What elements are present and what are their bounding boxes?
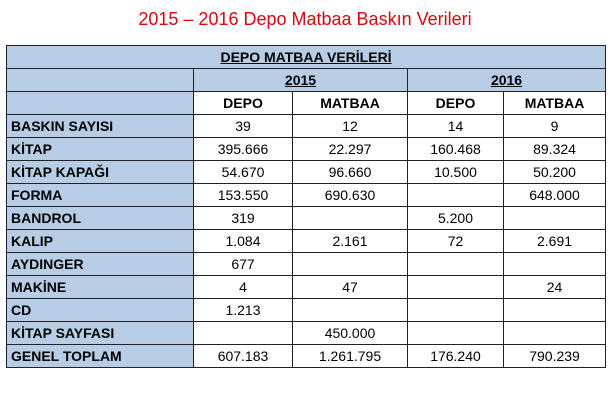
table-cell: 12 — [293, 115, 408, 138]
table-cell: 607.183 — [194, 345, 293, 368]
table-cell: 10.500 — [408, 161, 504, 184]
table-cell: 160.468 — [408, 138, 504, 161]
table-cell: 1.261.795 — [293, 345, 408, 368]
table-cell — [408, 253, 504, 276]
table-cell — [293, 299, 408, 322]
table-row — [7, 322, 606, 345]
table-cell: 89.324 — [504, 138, 606, 161]
row-label: KİTAP KAPAĞI — [7, 161, 194, 184]
table-cell: 2.161 — [293, 230, 408, 253]
table-cell: 677 — [194, 253, 293, 276]
year-row-corner — [7, 69, 194, 92]
table-row — [7, 138, 606, 161]
column-header-corner — [7, 92, 194, 115]
table-cell: 39 — [194, 115, 293, 138]
table-cell: 450.000 — [293, 322, 408, 345]
year-2016-header: 2016 — [408, 69, 606, 92]
table-heading: DEPO MATBAA VERİLERİ — [7, 46, 606, 69]
table-cell — [504, 207, 606, 230]
table-cell: 648.000 — [504, 184, 606, 207]
table-cell — [408, 184, 504, 207]
row-label: AYDINGER — [7, 253, 194, 276]
table-cell — [504, 253, 606, 276]
table-cell — [408, 276, 504, 299]
table-row — [7, 345, 606, 368]
column-header-depo-2016: DEPO — [408, 92, 504, 115]
row-label: KALIP — [7, 230, 194, 253]
column-header-matbaa-2016: MATBAA — [504, 92, 606, 115]
table-cell: 176.240 — [408, 345, 504, 368]
table-cell — [408, 322, 504, 345]
table-cell — [504, 322, 606, 345]
column-header-depo-2015: DEPO — [194, 92, 293, 115]
table-cell: 54.670 — [194, 161, 293, 184]
table-row — [7, 276, 606, 299]
table-cell: 50.200 — [504, 161, 606, 184]
table-row — [7, 161, 606, 184]
table-cell: 690.630 — [293, 184, 408, 207]
table-body — [7, 46, 606, 368]
table-cell — [293, 253, 408, 276]
row-label: KİTAP — [7, 138, 194, 161]
table-cell: 153.550 — [194, 184, 293, 207]
table-cell — [504, 299, 606, 322]
row-label: KİTAP SAYFASI — [7, 322, 194, 345]
table-heading-row — [7, 46, 606, 69]
table-cell: 4 — [194, 276, 293, 299]
row-label: BANDROL — [7, 207, 194, 230]
column-header-row — [7, 92, 606, 115]
table-cell: 72 — [408, 230, 504, 253]
table-cell: 14 — [408, 115, 504, 138]
table-cell: 395.666 — [194, 138, 293, 161]
table-row — [7, 207, 606, 230]
data-table — [6, 45, 606, 368]
table-cell: 9 — [504, 115, 606, 138]
table-cell: 5.200 — [408, 207, 504, 230]
table-cell: 1.213 — [194, 299, 293, 322]
table-cell: 790.239 — [504, 345, 606, 368]
table-cell: 96.660 — [293, 161, 408, 184]
row-label: MAKİNE — [7, 276, 194, 299]
table-cell: 22.297 — [293, 138, 408, 161]
table-cell — [293, 207, 408, 230]
row-label: CD — [7, 299, 194, 322]
table-row — [7, 253, 606, 276]
table-row — [7, 184, 606, 207]
column-header-matbaa-2015: MATBAA — [293, 92, 408, 115]
row-label: FORMA — [7, 184, 194, 207]
table-cell: 47 — [293, 276, 408, 299]
table-row — [7, 230, 606, 253]
table-cell: 1.084 — [194, 230, 293, 253]
table-row — [7, 299, 606, 322]
table-cell: 2.691 — [504, 230, 606, 253]
table-cell — [194, 322, 293, 345]
year-row — [7, 69, 606, 92]
table-row — [7, 115, 606, 138]
page-title: 2015 – 2016 Depo Matbaa Baskın Verileri — [138, 9, 472, 29]
row-label: BASKIN SAYISI — [7, 115, 194, 138]
year-2015-header: 2015 — [194, 69, 408, 92]
table-cell: 319 — [194, 207, 293, 230]
table-cell — [408, 299, 504, 322]
row-label: GENEL TOPLAM — [7, 345, 194, 368]
table-cell: 24 — [504, 276, 606, 299]
